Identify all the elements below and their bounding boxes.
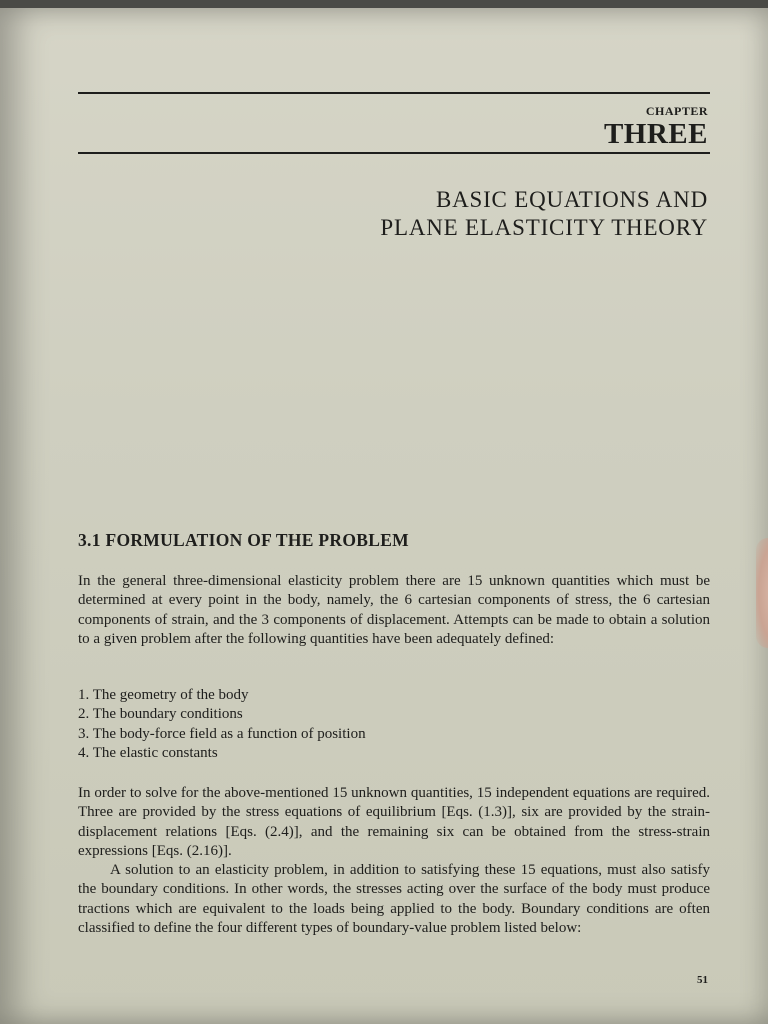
list-item: 2. The boundary conditions [78, 706, 243, 723]
chapter-rule [78, 152, 710, 154]
chapter-number: THREE [603, 118, 708, 150]
finger-edge [756, 538, 768, 648]
paragraph-2: In order to solve for the above-mentioned 15 unknown quantities, 15 independent equations are required. Three are provided by the stress equations of equilibrium [Eqs. (1.3)], six are provided by the strain-displacement relations [Eqs. (2.4)], and the remaining six can be obtained from the stress-strain expressions [Eqs. (2.16)]. [78, 785, 710, 860]
section-heading: 3.1 FORMULATION OF THE PROBLEM [78, 530, 409, 550]
top-rule [78, 92, 710, 94]
list-item: 3. The body-force field as a function of position [78, 725, 366, 742]
book-page [0, 8, 768, 1024]
chapter-label: CHAPTER [645, 104, 708, 118]
chapter-title-line-2: PLANE ELASTICITY THEORY [380, 215, 708, 240]
page-number: 51 [697, 974, 708, 986]
chapter-title-line-1: BASIC EQUATIONS AND [435, 187, 708, 212]
paragraph-1: In the general three-dimensional elasticity problem there are 15 unknown quantities which must be determined at every point in the body, namely, the 6 cartesian components of stress, the 6 cartesian components of strain, and the 3 components of displacement. Attempts can be made to obtain a solution to a given problem after the following quantities have been adequately defined: [78, 573, 710, 648]
paragraph-3: A solution to an elasticity problem, in addition to satisfying these 15 equations, must also satisfy the boundary conditions. In other words, the stresses acting over the surface of the body must produce tractions which are equivalent to the loads being applied to the body. Boundary conditions are often classified to define the four different types of boundary-value problem listed below: [78, 862, 710, 937]
list-item: 1. The geometry of the body [78, 687, 249, 703]
list-item: 4. The elastic constants [78, 745, 218, 762]
requirements-list [78, 686, 366, 764]
chapter-title [380, 186, 708, 242]
